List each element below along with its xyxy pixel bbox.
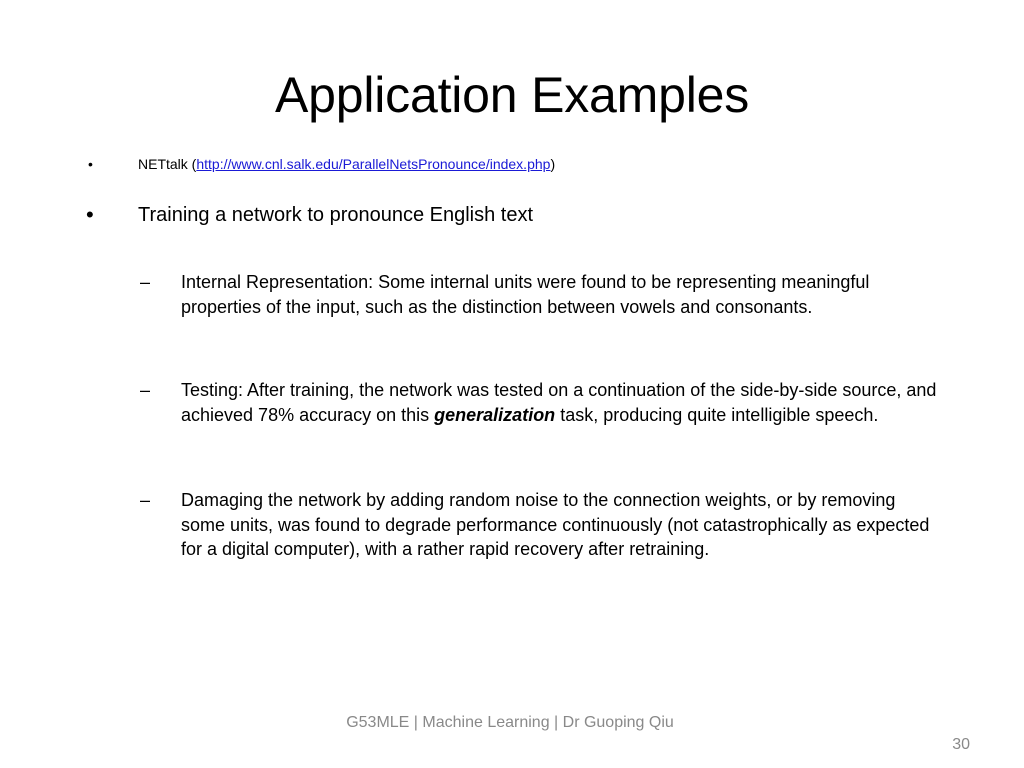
nettalk-link[interactable]: http://www.cnl.salk.edu/ParallelNetsPronounce/index.php [196, 156, 551, 172]
sub-bullet-damaging [140, 488, 940, 562]
slide-title: Application Examples [274, 67, 750, 123]
sub-bullet-marker: – [140, 490, 151, 510]
sub-bullet-testing-text [181, 378, 940, 427]
sub-bullet-testing-before: Testing: After training, the network was tested on a continuation of the side-by-side source, and achieved 78% accuracy on this [181, 380, 937, 425]
sub-bullet-testing [140, 378, 940, 427]
bullet-training-text: Training a network to pronounce English text [138, 204, 534, 226]
sub-bullet-damaging-text: Damaging the network by adding random noise to the connection weights, or by removing some units, was found to degrade performance continuously (not catastrophically as expected for a digital computer), with a rather rapid recovery after retraining. [181, 490, 930, 559]
bullet-marker: • [86, 202, 94, 227]
sub-bullet-marker: – [140, 380, 151, 400]
sub-bullet-internal-representation-text: Internal Representation: Some internal units were found to be representing meaningful properties of the input, such as the distinction between vowels and consonants. [181, 272, 870, 317]
page-number: 30 [952, 736, 970, 753]
bullet-nettalk [88, 154, 555, 174]
generalization-emphasis: generalization [434, 404, 556, 425]
bullet-marker: • [88, 156, 93, 172]
bullet-nettalk-text [138, 154, 555, 174]
bullet-nettalk-prefix: NETtalk ( [138, 156, 197, 172]
sub-bullet-internal-representation [140, 270, 940, 319]
bullet-nettalk-suffix: ) [550, 156, 556, 172]
sub-bullet-testing-after: task, producing quite intelligible speech. [555, 404, 879, 425]
bullet-training [86, 200, 533, 230]
slide-footer: G53MLE | Machine Learning | Dr Guoping Qiu [346, 714, 674, 731]
sub-bullet-marker: – [140, 272, 151, 292]
